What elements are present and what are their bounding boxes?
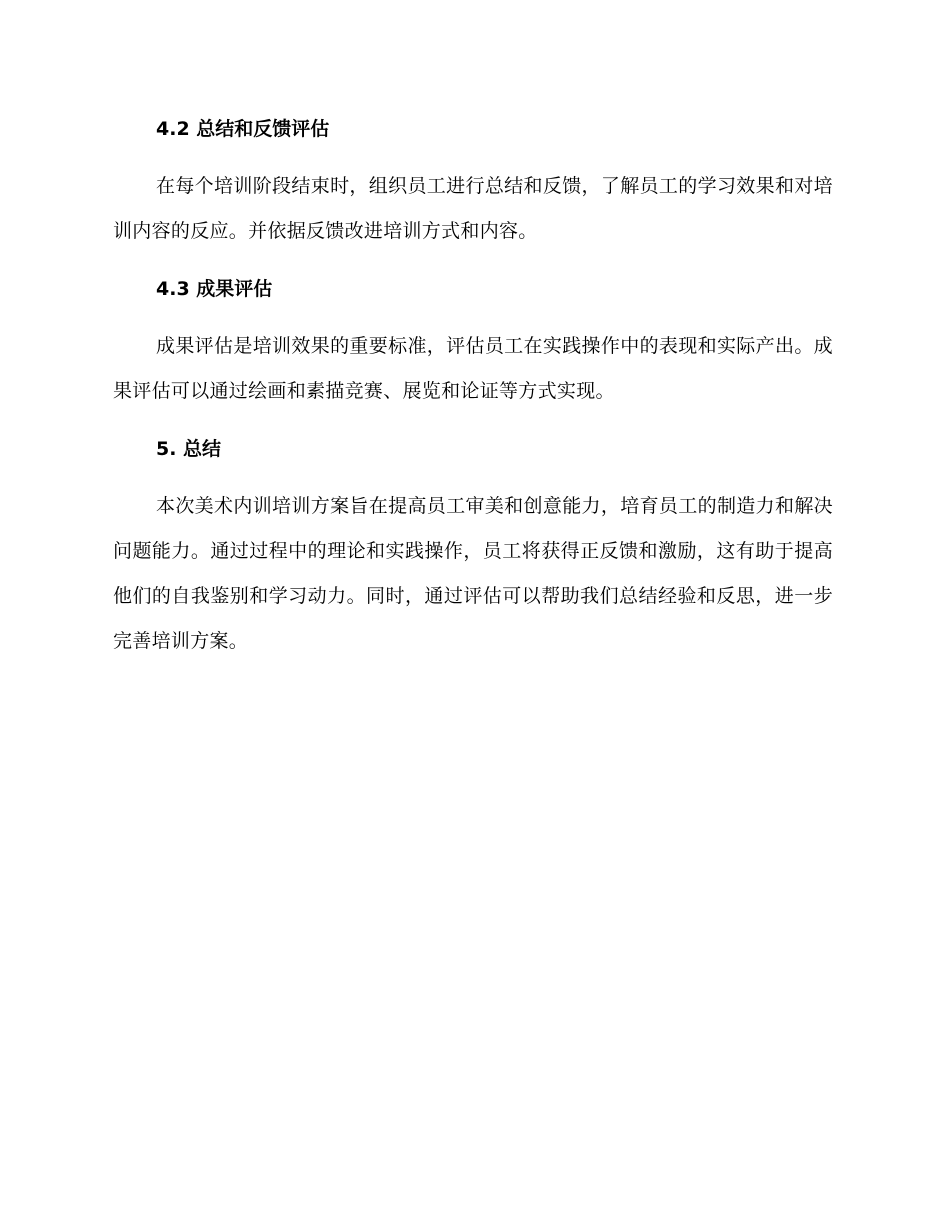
section-paragraph-5: 本次美术内训培训方案旨在提高员工审美和创意能力，培育员工的制造力和解决问题能力。通过过程中的理论和实践操作，员工将获得正反馈和激励，这有助于提高他们的自我鉴别和学习动力。同时，通过评估可以帮助我们总结经验和反思，进一步完善培训方案。 (113, 495, 833, 652)
section-paragraph-4-3: 成果评估是培训效果的重要标准，评估员工在实践操作中的表现和实际产出。成果评估可以通过绘画和素描竞赛、展览和论证等方式实现。 (113, 335, 833, 402)
section-heading-5: 5. 总结 (156, 438, 222, 460)
section-paragraph-4-2: 在每个培训阶段结束时，组织员工进行总结和反馈，了解员工的学习效果和对培训内容的反应。并依据反馈改进培训方式和内容。 (113, 175, 833, 242)
section-heading-4-2: 4.2 总结和反馈评估 (156, 118, 330, 140)
section-heading-4-3: 4.3 成果评估 (156, 278, 273, 300)
